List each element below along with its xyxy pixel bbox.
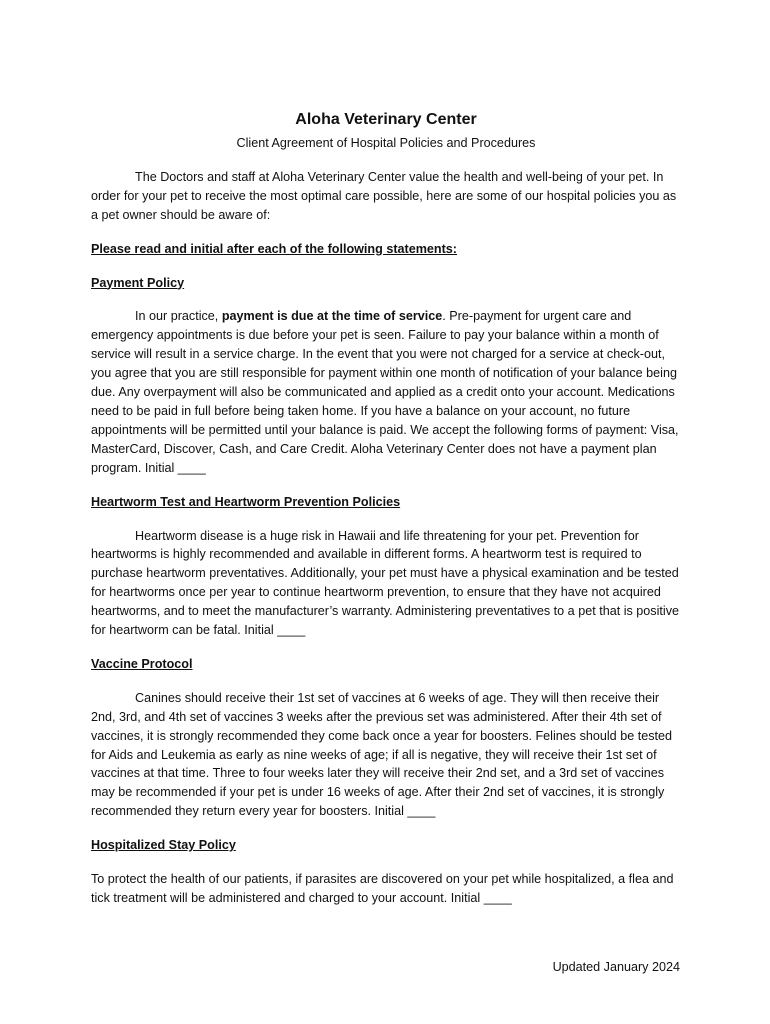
document-body: [91, 110, 681, 923]
document-title: Aloha Veterinary Center: [295, 111, 477, 128]
vaccine-protocol-paragraph: Canines should receive their 1st set of vaccines at 6 weeks of age. They will then receive their 2nd, 3rd, and 4th set of vaccines 3 weeks after the previous set was administered. After their 4th set of vaccines, it is strongly recommended they come back once a year for boosters. Felines should be tested for Aids and Leukemia as early as nine weeks of age; if all is negative, they will receive their 1st set of vaccines at that time. Three to four weeks later they will receive their 2nd set, and a 3rd set of vaccines may be recommended if your pet is under 16 weeks of age. After their 2nd set of vaccines, it is strongly recommended they return every year for boosters. Initial ____: [91, 690, 673, 819]
intro-paragraph: The Doctors and staff at Aloha Veterinary Center value the health and well-being of your pet. In order for your pet to receive the most optimal care possible, here are some of our hospital policies you as a pet owner should be aware of:: [91, 169, 677, 222]
payment-policy-text-rest: . Pre-payment for urgent care and emergency appointments is due before your pet is seen. Failure to pay your balance within a month of service will result in a service charge. In the event that you were not charged for a service at check-out, you agree that you are still responsible for payment within one month of notification of your balance being due. Any overpayment will also be communicated and applied as a credit onto your account. Medications need to be paid in full before being taken home. If you have a balance on your account, no future appointments will be permitted until your balance is paid. We accept the following forms of payment: Visa, MasterCard, Discover, Cash, and Care Credit. Aloha Veterinary Center does not have a payment plan program. Initial ____: [91, 309, 679, 475]
heartworm-policy-heading: Heartworm Test and Heartworm Prevention Policies: [91, 494, 401, 509]
payment-policy-bold-text: payment is due at the time of service: [221, 309, 443, 324]
hospitalized-stay-heading: Hospitalized Stay Policy: [91, 838, 236, 853]
document-footer-date: Updated January 2024: [552, 960, 680, 974]
hospitalized-stay-paragraph: To protect the health of our patients, if parasites are discovered on your pet while hospitalized, a flea and tick treatment will be administered and charged to your account. Initial ____: [91, 872, 674, 905]
initial-instruction: Please read and initial after each of the following statements:: [91, 241, 458, 256]
document-subtitle: Client Agreement of Hospital Policies and Procedures: [236, 136, 536, 150]
vaccine-protocol-heading: Vaccine Protocol: [91, 656, 193, 671]
payment-policy-heading: Payment Policy: [91, 275, 185, 290]
heartworm-policy-paragraph: Heartworm disease is a huge risk in Hawaii and life threatening for your pet. Prevention for heartworms is highly recommended and available in different forms. A heartworm test is required to purchase heartworm preventatives. Additionally, your pet must have a physical examination and be tested for heartworms once per year to continue heartworm prevention, to ensure that they have not acquired heartworms, and to meet the manufacturer’s warranty. Administering preventatives to a pet that is positive for heartworm can be fatal. Initial ____: [91, 528, 679, 638]
payment-policy-paragraph: [91, 307, 681, 477]
payment-policy-text-start: In our practice,: [135, 309, 222, 324]
